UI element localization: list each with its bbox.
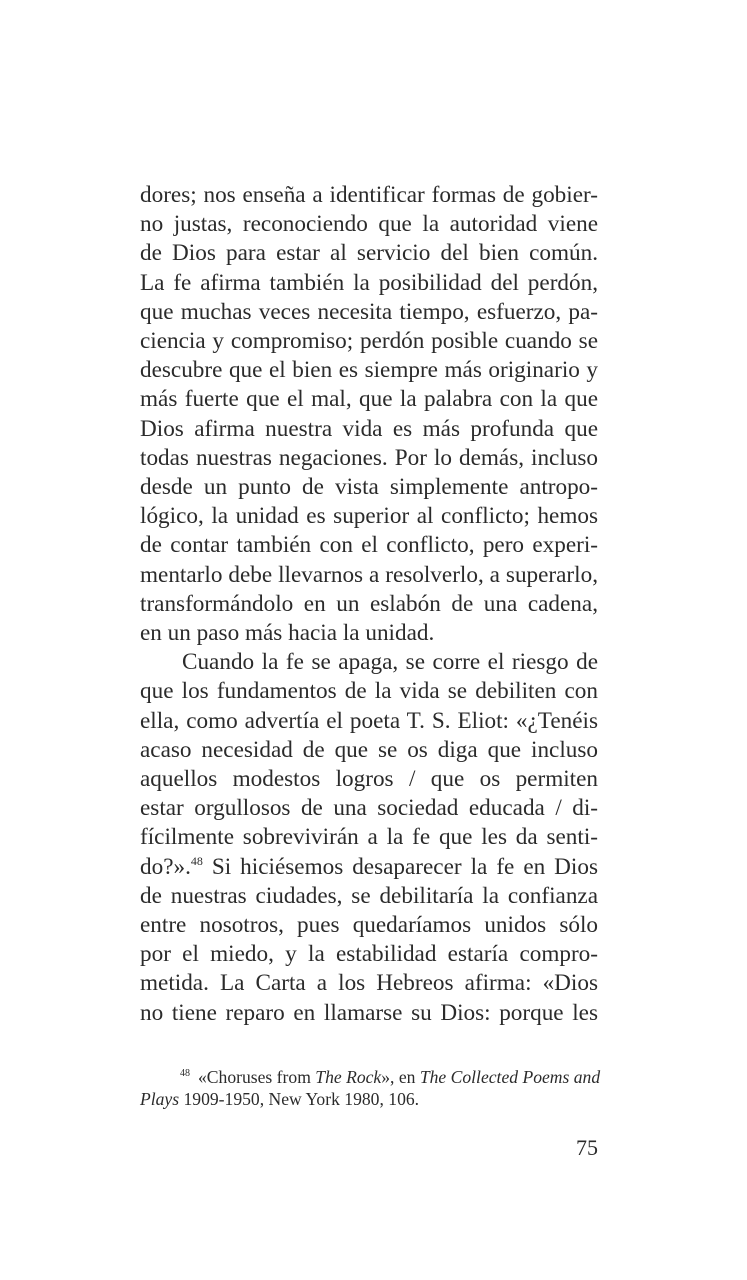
text-line: de contar también con el conflicto, pero experi- — [140, 532, 598, 559]
footnote-title: The Rock — [315, 1067, 382, 1087]
text-line: no justas, reconociendo que la autoridad viene — [140, 211, 598, 238]
text-line: mentarlo debe llevarnos a resolverlo, a superarlo, — [140, 561, 598, 588]
footnote-number: 48 — [180, 1068, 190, 1079]
text-line: Dios afirma nuestra vida es más profunda que — [140, 415, 598, 442]
text-line: acaso necesidad de que se os diga que incluso — [140, 736, 598, 763]
text-line: en un paso más hacia la unidad. — [140, 620, 435, 647]
text-segment: Si hiciésemos desaparecer la fe en Dios — [202, 853, 598, 880]
footnote-line — [140, 1088, 598, 1110]
body-text — [140, 181, 598, 1028]
text-line: ciencia y compromiso; perdón posible cuando se — [140, 328, 598, 355]
text-line: no tiene reparo en llamarse su Dios: porque les — [140, 999, 598, 1026]
text-line: estar orgullosos de una sociedad educada / di- — [140, 795, 598, 822]
page-number: 75 — [576, 1135, 598, 1160]
footnote-title: Plays — [140, 1089, 180, 1109]
footnote-line — [140, 1066, 601, 1088]
text-segment: do?». — [140, 853, 191, 880]
text-line: lógico, la unidad es superior al conflicto; hemos — [140, 503, 598, 530]
text-line: de Dios para estar al servicio del bien común. — [140, 240, 598, 267]
text-line: que los fundamentos de la vida se debiliten con — [140, 678, 598, 705]
text-line: aquellos modestos logros / que os permiten — [140, 766, 598, 793]
text-line: de nuestras ciudades, se debilitaría la confianza — [140, 882, 598, 909]
text-line: metida. La Carta a los Hebreos afirma: «Dios — [140, 970, 598, 997]
text-line: todas nuestras negaciones. Por lo demás, incluso — [140, 444, 598, 471]
text-line: dores; nos enseña a identificar formas de gobier- — [140, 182, 598, 208]
footnote-reference[interactable]: 48 — [190, 853, 203, 868]
paragraph-2 — [140, 648, 598, 1028]
text-line: más fuerte que el mal, que la palabra con la que — [140, 386, 598, 413]
paragraph-1 — [140, 181, 598, 648]
text-line: transformándolo en un eslabón de una cadena, — [140, 590, 598, 617]
text-line: descubre que el bien es siempre más originario y — [140, 357, 598, 384]
text-line: por el miedo, y la estabilidad estaría compro- — [140, 941, 598, 968]
footnote-text: », en — [381, 1067, 420, 1087]
text-line: ella, como advertía el poeta T. S. Eliot: «¿Tenéis — [140, 707, 598, 734]
text-line-with-note — [140, 853, 598, 882]
footnote-text: 1909-1950, New York 1980, 106. — [179, 1089, 420, 1109]
text-line: La fe afirma también la posibilidad del perdón, — [140, 269, 598, 296]
text-line: que muchas veces necesita tiempo, esfuerzo, pa- — [140, 298, 598, 325]
footnote-text: «Choruses from — [198, 1067, 316, 1087]
text-line: fícilmente sobrevivirán a la fe que les da senti- — [140, 824, 598, 851]
footnote-title: The Collected Poems and — [419, 1067, 601, 1087]
text-line: desde un punto de vista simplemente antropo- — [140, 474, 598, 501]
footnote — [140, 1066, 601, 1110]
text-line: Cuando la fe se apaga, se corre el riesgo de — [182, 649, 598, 676]
text-line: entre nosotros, pues quedaríamos unidos sólo — [140, 912, 598, 939]
